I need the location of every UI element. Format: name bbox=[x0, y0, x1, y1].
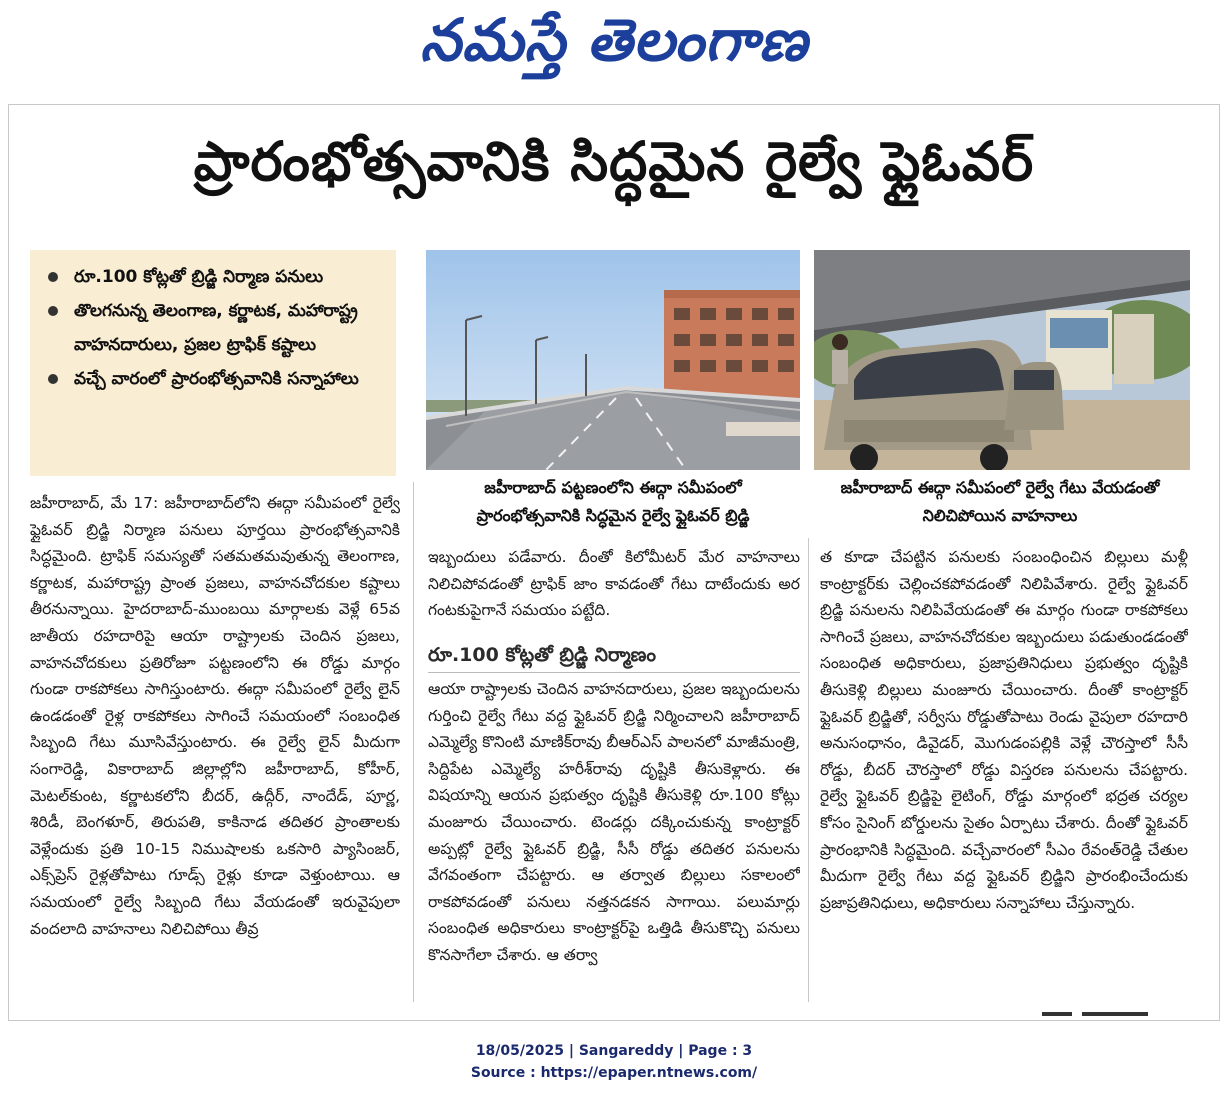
bottom-rule bbox=[8, 1020, 1220, 1021]
bullet-icon bbox=[48, 306, 58, 316]
left-border bbox=[8, 104, 9, 1020]
bullet-icon bbox=[48, 272, 58, 282]
column-divider bbox=[413, 482, 414, 1002]
highlight-item: తొలగనున్న తెలంగాణ, కర్ణాటక, మహారాష్ట్ర వాహనదారులు, ప్రజల ట్రాఫిక్ కష్టాలు bbox=[44, 294, 384, 362]
highlight-item: వచ్చే వారంలో ప్రారంభోత్సవానికి సన్నాహాలు bbox=[44, 362, 384, 396]
article-column-3: త కూడా చేపట్టిన పనులకు సంబంధించిన బిల్లులు మళ్లీ కాంట్రాక్టర్‌కు చెల్లించకపోవడంతో నిలిపివేశారు. రైల్వే ఫ్లైఓవర్ బ్రిడ్జి పనులను నిలిపివేయడంతో ఈ మార్గం గుండా రాకపోకలు సాగించే ప్రజలు, వాహనచోదకుల ఇబ్బందులు పడుతుండడంతో సంబంధిత అధికారులు, ప్రజాప్రతినిధులు ప్రభుత్వం దృష్టికి తీసుకెళ్లి బిల్లులు మంజూరు చేయించారు. దీంతో కాంట్రాక్టర్ ఫ్లైఓవర్ బ్రిడ్జితో, సర్వీసు రోడ్డుతోపాటు రెండు వైపులా రహదారి అనుసంధానం, డివైడర్, మొగుడంపల్లికి వెళ్లే చౌరస్తాలో సీసీ రోడ్డు, బీదర్ చౌరస్తాలో రోడ్డు విస్తరణ పనులను చేపట్టారు. రైల్వే ఫ్లైఓవర్ బ్రిడ్జిపై లైటింగ్, రోడ్డు మార్గంలో భద్రత చర్యల కోసం సైనింగ్ బోర్డులను సైతం ఏర్పాటు చేశారు. దీంతో ఫ్లైఓవర్ ప్రారంభానికి సిద్ధమైంది. వచ్చేవారంలో సీఎం రేవంత్‌రెడ్డి చేతుల మీదుగా రైల్వే గేటు వద్ద ఫ్లైఓవర్ బ్రిడ్జిని ప్రారంభించేందుకు ప్రజాప్రతినిధులు, అధికారులు సన్నాహాలు చేస్తున్నారు. bbox=[820, 548, 1188, 912]
flyover-photo-caption: జహీరాబాద్ పట్టణంలోని ఈద్గా సమీపంలో ప్రారంభోత్సవానికి సిద్ధమైన రైల్వే ఫ్లైఓవర్ బ్రిడ్జి bbox=[476, 478, 750, 525]
footer-edition-info: 18/05/2025 | Sangareddy | Page : 3 bbox=[475, 1043, 753, 1059]
byline-mark bbox=[1082, 1012, 1148, 1016]
column-divider bbox=[808, 538, 809, 1002]
bullet-icon bbox=[48, 374, 58, 384]
masthead-logo: నమస్తే తెలంగాణ bbox=[420, 6, 808, 74]
article-column-2-top: ఇబ్బందులు పడేవారు. దీంతో కిలోమీటర్ మేర వాహనాలు నిలిచిపోవడంతో ట్రాఫిక్ జాం కావడంతో గేటు దాటేందుకు అర గంటకుపైగానే సమయం పట్టేది. bbox=[428, 548, 800, 620]
top-rule bbox=[8, 104, 1220, 105]
highlight-item: రూ.100 కోట్లతో బ్రిడ్జి నిర్మాణ పనులు bbox=[44, 260, 384, 294]
article-column-2-bottom: ఆయా రాష్ట్రాలకు చెందిన వాహనదారులు, ప్రజల ఇబ్బందులను గుర్తించి రైల్వే గేటు వద్ద ఫ్లైఓవర్ బ్రిడ్జి నిర్మించాలని జహీరాబాద్ ఎమ్మెల్యే కొనింటి మాణిక్‌రావు బీఆర్‌ఎస్ పాలనలో మాజీమంత్రి, సిద్దిపేట ఎమ్మెల్యే హరీశ్‌రావు దృష్టికి తీసుకెళ్లారు. ఈ విషయాన్ని ఆయన ప్రభుత్వం దృష్టికి తీసుకెళ్లి రూ.100 కోట్లు మంజూరు చేయించారు. టెండర్లు దక్కించుకున్న కాంట్రాక్టర్ అప్పట్లో రైల్వే ఫ్లైఓవర్ బ్రిడ్జి, సీసీ రోడ్డు తదితర పనులను వేగవంతంగా చేపట్టారు. ఆ తర్వాత బిల్లులు సకాలంలో రాకపోవడంతో పనులు నత్తనడకన సాగాయి. పలుమార్లు సంబంధిత అధికారులు కాంట్రాక్టర్‌పై ఒత్తిడి తీసుకొచ్చి పనులు కొనసాగేలా చేశారు. ఆ తర్వా bbox=[428, 680, 800, 964]
highlights-box bbox=[30, 250, 396, 476]
article-headline: ప్రారంభోత్సవానికి సిద్ధమైన రైల్వే ఫ్లైఓవర్ bbox=[193, 130, 1035, 193]
right-border bbox=[1219, 104, 1220, 1020]
traffic-jam-photo bbox=[814, 250, 1190, 470]
article-column-1: జహీరాబాద్, మే 17: జహీరాబాద్‌లోని ఈద్గా సమీపంలో రైల్వే ఫ్లైఓవర్ బ్రిడ్జి నిర్మాణ పనులు పూర్తయి ప్రారంభోత్సవానికి సిద్ధమైంది. ట్రాఫిక్ సమస్యతో సతమతమవుతున్న తెలంగాణ, కర్ణాటక, మహారాష్ట్ర ప్రాంత ప్రజలు, వాహనచోదకుల కష్టాలు తీరనున్నాయి. హైదరాబాద్-ముంబయి మార్గాలకు వెళ్లే 65వ జాతీయ రహదారిపై ఆయా రాష్ట్రాలకు చెందిన ప్రజలు, వాహనచోదకులు ప్రతిరోజూ పట్టణంలోని ఈ రోడ్డు మార్గం గుండా రాకపోకలు సాగిస్తుంటారు. ఈద్గా సమీపంలో రైల్వే లైన్ ఉండడంతో రైళ్ల రాకపోకలు సాగించే సమయంలో సంబంధిత సిబ్బంది గేటు మూసివేస్తుంటారు. ఈ రైల్వే లైన్ మీదుగా సంగారెడ్డి, వికారాబాద్ జిల్లాల్లోని జహీరాబాద్, కోహీర్, మెటల్‌కుంట, కర్ణాటకలోని బీదర్, ఉద్గీర్, నాందేడ్, పూర్ణ, శిరిడీ, బెంగళూర్, తిరుపతి, కాకినాడ తదితర ప్రాంతాలకు వెళ్లేందుకు ప్రతి 10-15 నిముషాలకు ఒకసారి ప్యాసింజర్, ఎక్స్‌ప్రెస్ రైళ్లతోపాటు గూడ్స్ రైళ్లు కూడా వెళ్తుంటాయి. ఆ సమయంలో రైల్వే సిబ్బంది గేటు వేయడంతో ఇరువైపులా వందలాది వాహనాలు నిలిచిపోయి తీవ్ర bbox=[30, 494, 400, 938]
flyover-photo bbox=[426, 250, 800, 470]
footer-source: Source : https://epaper.ntnews.com/ bbox=[470, 1065, 758, 1081]
section-subheading: రూ.100 కోట్లతో బ్రిడ్జి నిర్మాణం bbox=[428, 638, 800, 673]
byline-mark bbox=[1042, 1012, 1072, 1016]
traffic-photo-caption: జహీరాబాద్ ఈద్గా సమీపంలో రైల్వే గేటు వేయడంతో నిలిచిపోయిన వాహనాలు bbox=[840, 478, 1160, 525]
